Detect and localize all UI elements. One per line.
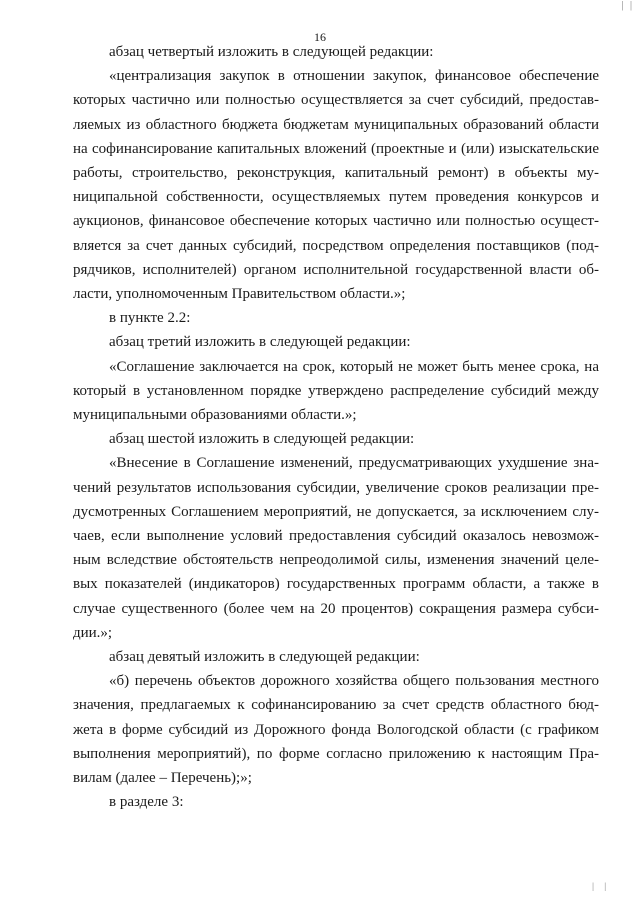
paragraph: «б) перечень объектов дорожного хозяйства общего пользования местного значения, предлагаемых к софинансированию за счет средств областного бюджета в форме субсидий из Дорожного фонда Вологодской области (с графиком выполнения мероприятий), по форме согласно приложению к настоящим Правилам (далее – Перечень);»; — [73, 673, 599, 787]
document-body — [73, 40, 599, 815]
corner-mark-bottom: | | — [592, 881, 610, 891]
paragraph: «Внесение в Соглашение изменений, предусматривающих ухудшение значений результатов использования субсидии, увеличение сроков реализации предусмотренных Соглашением мероприятий, не допускается, за исключением случаев, если выполнение условий предоставления субсидий оказалось невозможным вследствие обстоятельств непреодолимой силы, изменения значений целевых показателей (индикаторов) государственных программ области, а также в случае существенного (более чем на 20 процентов) сокращения размера субсидии.»; — [73, 455, 599, 641]
paragraph: «централизация закупок в отношении закупок, финансовое обеспечение которых частично или полностью осуществляется за счет субсидий, предоставляемых из областного бюджета бюджетам муниципальных образований области на софинансирование капитальных вложений (проектные и (или) изыскательские работы, строительство, реконструкция, капитальный ремонт) в объекты муниципальной собственности, осуществляемых путем проведения конкурсов и аукционов, финансовое обеспечение которых частично или полностью осуществляется за счет данных субсидий, посредством определения поставщиков (подрядчиков, исполнителей) органом исполнительной государственной власти области, уполномоченным Правительством области.»; — [73, 68, 599, 303]
paragraph: абзац четвертый изложить в следующей редакции: — [109, 44, 434, 60]
paragraph: абзац третий изложить в следующей редакции: — [109, 334, 411, 351]
corner-mark-top: | | — [621, 0, 634, 11]
paragraph: в пункте 2.2: — [109, 310, 191, 327]
paragraph: «Соглашение заключается на срок, который не может быть менее срока, на который в установленном порядке утверждено распределение субсидий между муниципальными образованиями области.»; — [73, 358, 599, 424]
paragraph: абзац шестой изложить в следующей редакции: — [109, 431, 415, 448]
paragraph: абзац девятый изложить в следующей редакции: — [109, 649, 420, 666]
page-number: 16 — [314, 30, 326, 44]
paragraph: в разделе 3: — [109, 794, 184, 811]
